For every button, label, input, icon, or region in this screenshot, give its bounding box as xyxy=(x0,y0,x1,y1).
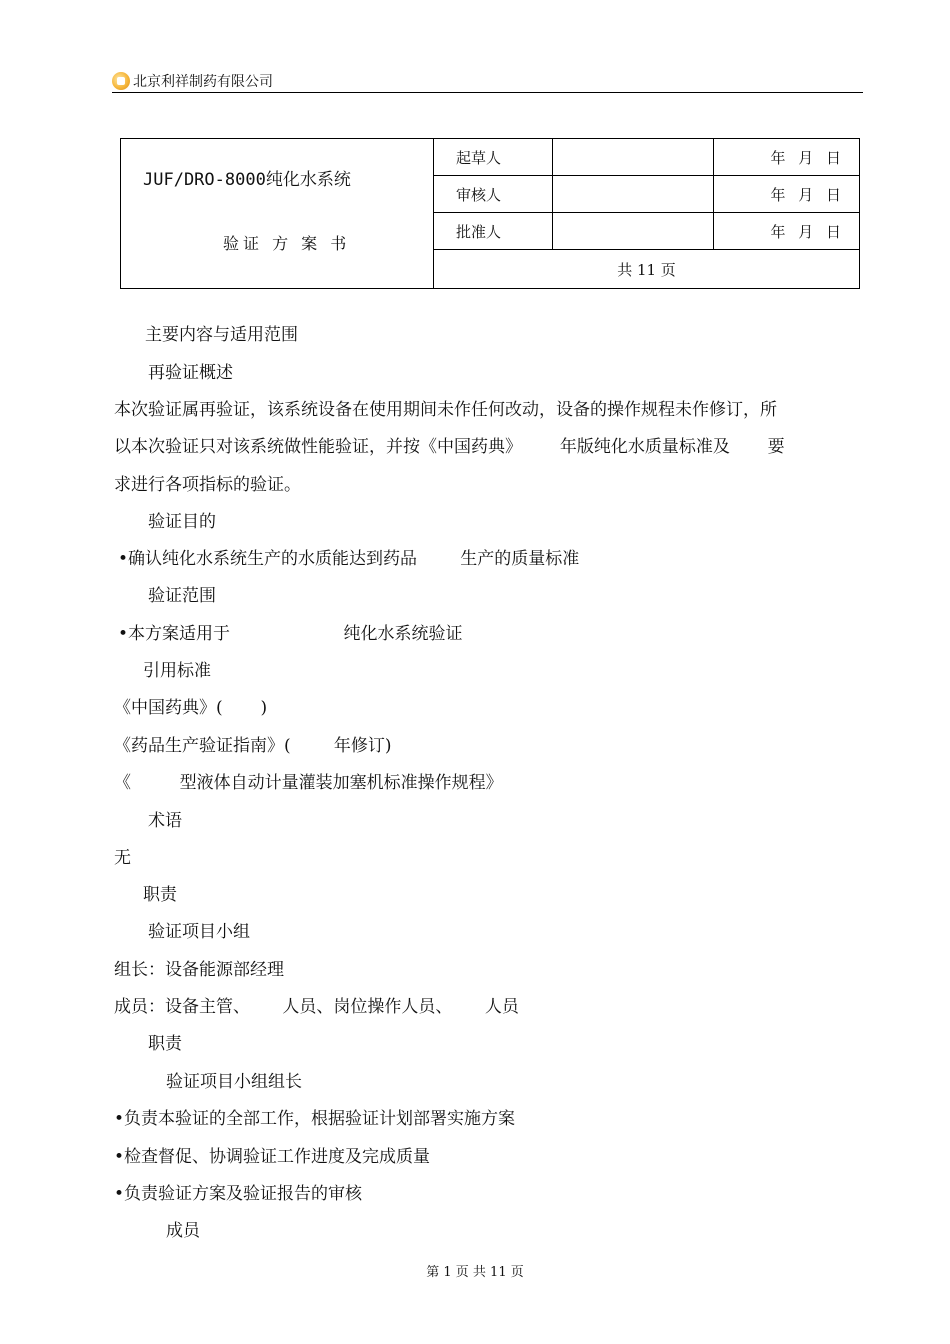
reference-item: 《 型液体自动计量灌装加塞机标准操作规程》 xyxy=(114,773,503,793)
document-title: JUF/DRO-8000纯化水系统 xyxy=(143,170,351,190)
bullet-item: •本方案适用于 纯化水系统验证 xyxy=(118,624,463,644)
drafter-date: 年 月 日 xyxy=(714,139,860,176)
section-heading: 再验证概述 xyxy=(148,363,233,383)
header-divider xyxy=(112,92,863,93)
bullet-item: •负责本验证的全部工作，根据验证计划部署实施方案 xyxy=(114,1109,516,1129)
reviewer-date: 年 月 日 xyxy=(714,176,860,213)
bullet-item: •负责验证方案及验证报告的审核 xyxy=(114,1184,363,1204)
reference-item: 《中国药典》( ) xyxy=(114,698,268,718)
section-heading: 术语 xyxy=(148,811,182,831)
section-heading: 引用标准 xyxy=(143,661,211,681)
page-footer: 第 1 页 共 11 页 xyxy=(426,1265,524,1280)
approver-date: 年 月 日 xyxy=(714,213,860,250)
section-heading: 验证范围 xyxy=(148,586,216,606)
section-heading: 验证项目小组组长 xyxy=(166,1072,302,1092)
section-heading: 验证目的 xyxy=(148,512,216,532)
document-info-table xyxy=(120,138,860,289)
section-heading: 主要内容与适用范围 xyxy=(145,325,298,345)
reference-item: 《药品生产验证指南》( 年修订) xyxy=(114,736,392,756)
approver-signature xyxy=(553,213,714,250)
role-reviewer: 审核人 xyxy=(434,176,553,213)
document-subtitle: 验证 方 案 书 xyxy=(223,234,351,253)
bullet-item: •确认纯化水系统生产的水质能达到药品 生产的质量标准 xyxy=(118,549,580,569)
company-name: 北京利祥制药有限公司 xyxy=(133,74,273,90)
section-heading: 成员 xyxy=(166,1221,200,1241)
page-header xyxy=(112,70,862,94)
company-logo-icon xyxy=(112,72,130,90)
reviewer-signature xyxy=(553,176,714,213)
paragraph-line: 以本次验证只对该系统做性能验证，并按《中国药典》 年版纯化水质量标准及 要 xyxy=(114,437,785,457)
paragraph-line: 成员：设备主管、 人员、岗位操作人员、 人员 xyxy=(114,997,519,1017)
paragraph-line: 本次验证属再验证，该系统设备在使用期间未作任何改动，设备的操作规程未作修订，所 xyxy=(114,400,777,420)
section-heading: 职责 xyxy=(143,885,177,905)
paragraph-line: 无 xyxy=(114,848,131,868)
paragraph-line: 求进行各项指标的验证。 xyxy=(114,475,301,495)
role-approver: 批准人 xyxy=(434,213,553,250)
paragraph-line: 组长：设备能源部经理 xyxy=(114,960,284,980)
bullet-item: •检查督促、协调验证工作进度及完成质量 xyxy=(114,1147,431,1167)
total-pages: 共 11 页 xyxy=(434,250,860,289)
role-drafter: 起草人 xyxy=(434,139,553,176)
section-heading: 验证项目小组 xyxy=(148,922,250,942)
document-title-cell xyxy=(121,139,434,289)
drafter-signature xyxy=(553,139,714,176)
section-heading: 职责 xyxy=(148,1034,182,1054)
